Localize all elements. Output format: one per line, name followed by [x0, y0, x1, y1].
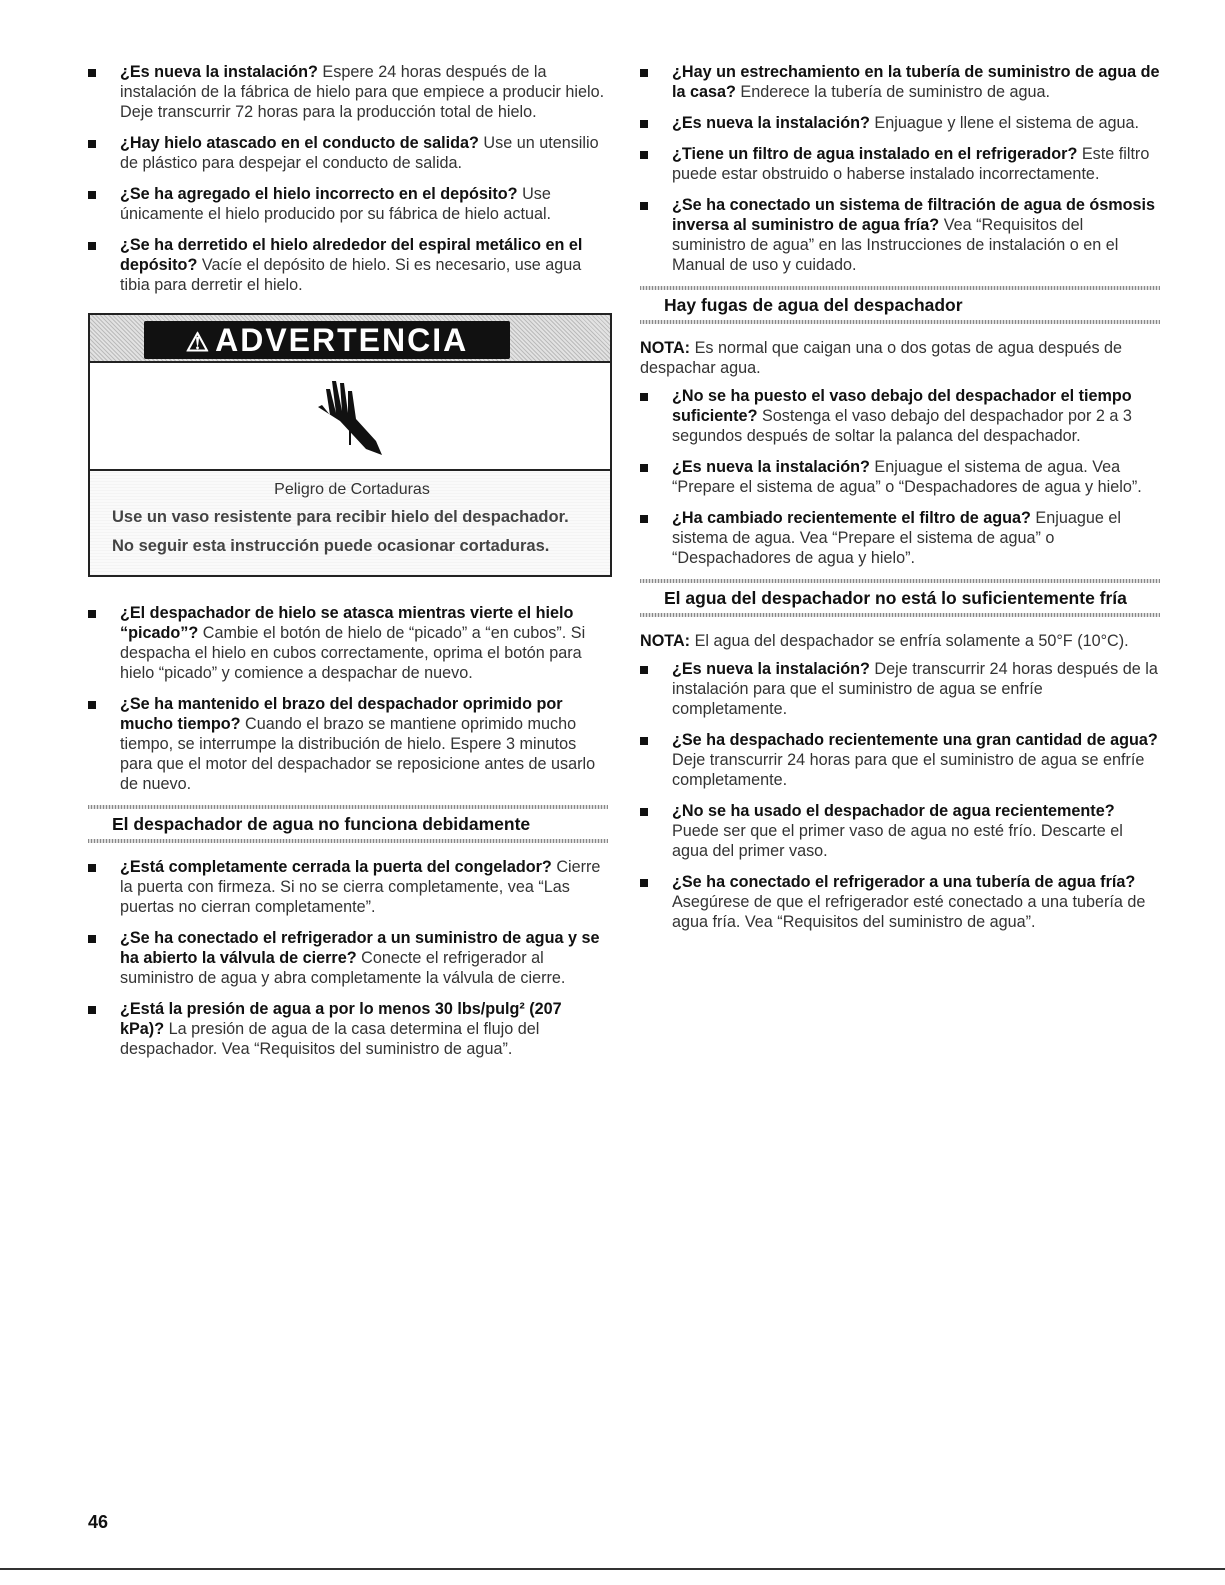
section-heading [640, 579, 1160, 617]
section-rule [640, 579, 1160, 583]
item-question: ¿Se ha derretido el hielo alrededor del espiral metálico en el depósito? [120, 236, 583, 274]
item-answer: Puede ser que el primer vaso de agua no esté frío. Descarte el agua del primer vaso. [672, 822, 1123, 860]
cold-water-list [640, 659, 1160, 932]
item-question: ¿Se ha mantenido el brazo del despachador oprimido por mucho tiempo? [120, 695, 563, 733]
water-supply-list [640, 62, 1160, 275]
item-question: ¿Se ha conectado el refrigerador a una tubería de agua fría? [672, 873, 1136, 891]
item-question: ¿Tiene un filtro de agua instalado en el refrigerador? [672, 145, 1078, 163]
item-answer: Enderece la tubería de suministro de agua. [740, 83, 1050, 101]
list-item [88, 133, 608, 173]
list-item [88, 235, 608, 295]
list-item [88, 857, 608, 917]
page-number: 46 [88, 1512, 109, 1532]
left-column [88, 62, 608, 1070]
list-item [88, 694, 608, 794]
item-answer: Vacíe el depósito de hielo. Si es necesario, use agua tibia para derretir el hielo. [120, 256, 582, 294]
leak-list [640, 386, 1160, 568]
item-question: ¿Hay hielo atascado en el conducto de salida? [120, 134, 479, 152]
warning-title-text: ADVERTENCIA [215, 322, 469, 358]
item-answer: Enjuague y llene el sistema de agua. [874, 114, 1139, 132]
list-item [640, 872, 1160, 932]
section-rule [88, 839, 608, 843]
list-item [88, 928, 608, 988]
item-question: ¿Es nueva la instalación? [672, 114, 870, 132]
item-question: ¿Está la presión de agua a por lo menos 30 lbs/pulg² (207 kPa)? [120, 1000, 562, 1038]
list-item [640, 144, 1160, 184]
warning-box [88, 313, 612, 577]
water-dispenser-list [88, 857, 608, 1059]
item-answer: Use únicamente el hielo producido por su fábrica de hielo actual. [120, 185, 552, 223]
section-title: El despachador de agua no funciona debidamente [112, 814, 531, 834]
item-answer: Asegúrese de que el refrigerador esté conectado a una tubería de agua fría. Vea “Requisitos del suministro de agua”. [672, 893, 1146, 931]
item-answer: Enjuague el sistema de agua. Vea “Prepare el sistema de agua” o “Despachadores de agua y hielo”. [672, 458, 1142, 496]
warning-subtitle: Peligro de Cortaduras [274, 481, 430, 498]
warning-text-1: Use un vaso resistente para recibir hielo del despachador. [112, 508, 569, 526]
item-question: ¿Es nueva la instalación? [672, 458, 870, 476]
warning-triangle-icon: ⚠ [185, 327, 212, 357]
list-item [88, 184, 608, 224]
item-answer: Cambie el botón de hielo de “picado” a “en cubos”. Si despacha el hielo en cubos correctamente, oprima el botón para hielo “picado” y comience a despachar de nuevo. [120, 624, 586, 682]
item-answer: Use un utensilio de plástico para despejar el conducto de salida. [120, 134, 599, 172]
list-item [640, 801, 1160, 861]
note [640, 631, 1160, 651]
section-rule [640, 320, 1160, 324]
item-question: ¿Es nueva la instalación? [120, 63, 318, 81]
item-question: ¿Hay un estrechamiento en la tubería de suministro de agua de la casa? [672, 63, 1160, 101]
item-answer: La presión de agua de la casa determina el flujo del despachador. Vea “Requisitos del suministro de agua”. [120, 1020, 540, 1058]
item-answer: Enjuague el sistema de agua. Vea “Prepare el sistema de agua” o “Despachadores de agua y hielo”. [672, 509, 1121, 567]
list-item [88, 603, 608, 683]
item-answer: Espere 24 horas después de la instalación de la fábrica de hielo para que empiece a producir hielo. Deje transcurrir 72 horas para la producción total de hielo. [120, 63, 605, 121]
list-item [640, 730, 1160, 790]
item-answer: Este filtro puede estar obstruido o haberse instalado incorrectamente. [672, 145, 1150, 183]
list-item [640, 113, 1160, 133]
item-question: ¿Es nueva la instalación? [672, 660, 870, 678]
note-text: El agua del despachador se enfría solamente a 50°F (10°C). [694, 632, 1129, 650]
note-label: NOTA: [640, 632, 691, 650]
section-heading [640, 286, 1160, 324]
item-question: ¿Ha cambiado recientemente el filtro de agua? [672, 509, 1031, 527]
warning-text-2: No seguir esta instrucción puede ocasionar cortaduras. [112, 537, 550, 555]
warning-banner [90, 315, 610, 361]
section-heading [88, 805, 608, 843]
list-item [640, 508, 1160, 568]
list-item [640, 386, 1160, 446]
warning-body [90, 471, 610, 575]
section-rule [640, 613, 1160, 617]
cut-hand-icon [310, 369, 390, 459]
bottom-rule [0, 1568, 1225, 1570]
item-answer: Vea “Requisitos del suministro de agua” en las Instrucciones de instalación o en el Manual de uso y cuidado. [672, 216, 1119, 274]
item-answer: Cierre la puerta con firmeza. Si no se cierra completamente, vea “Las puertas no cierran completamente”. [120, 858, 601, 916]
item-question: ¿No se ha puesto el vaso debajo del despachador el tiempo suficiente? [672, 387, 1132, 425]
item-answer: Conecte el refrigerador al suministro de agua y abra completamente la válvula de cierre. [120, 949, 566, 987]
item-answer: Deje transcurrir 24 horas para que el suministro de agua se enfríe completamente. [672, 751, 1145, 789]
note-text: Es normal que caigan una o dos gotas de agua después de despachar agua. [640, 339, 1123, 377]
list-item [640, 659, 1160, 719]
section-rule [640, 286, 1160, 290]
list-item [640, 195, 1160, 275]
item-question: ¿Se ha conectado un sistema de filtración de agua de ósmosis inversa al suministro de agua fría? [672, 196, 1156, 234]
item-answer: Deje transcurrir 24 horas después de la instalación para que el suministro de agua se enfríe completamente. [672, 660, 1158, 718]
section-title: Hay fugas de agua del despachador [664, 295, 963, 315]
item-question: ¿Se ha conectado el refrigerador a un suministro de agua y se ha abierto la válvula de cierre? [120, 929, 600, 967]
ice-troubleshoot-list [88, 62, 608, 295]
warning-icon-area [90, 361, 610, 471]
right-column [640, 62, 1160, 943]
section-rule [88, 805, 608, 809]
item-question: ¿El despachador de hielo se atasca mientras vierte el hielo “picado”? [120, 604, 574, 642]
list-item [88, 62, 608, 122]
note [640, 338, 1160, 378]
warning-title [144, 321, 510, 359]
note-label: NOTA: [640, 339, 691, 357]
item-question: ¿Se ha despachado recientemente una gran cantidad de agua? [672, 731, 1158, 749]
dispenser-ice-list [88, 603, 608, 794]
item-answer: Sostenga el vaso debajo del despachador por 2 a 3 segundos después de soltar la palanca del despachador. [672, 407, 1132, 445]
list-item [88, 999, 608, 1059]
item-answer: Cuando el brazo se mantiene oprimido mucho tiempo, se interrumpe la distribución de hielo. Espere 3 minutos para que el motor del despachador se reposicione antes de usarlo de nuevo. [120, 715, 596, 793]
item-question: ¿Está completamente cerrada la puerta del congelador? [120, 858, 552, 876]
item-question: ¿No se ha usado el despachador de agua recientemente? [672, 802, 1115, 820]
section-title: El agua del despachador no está lo suficientemente fría [664, 588, 1127, 608]
list-item [640, 457, 1160, 497]
item-question: ¿Se ha agregado el hielo incorrecto en el depósito? [120, 185, 518, 203]
list-item [640, 62, 1160, 102]
